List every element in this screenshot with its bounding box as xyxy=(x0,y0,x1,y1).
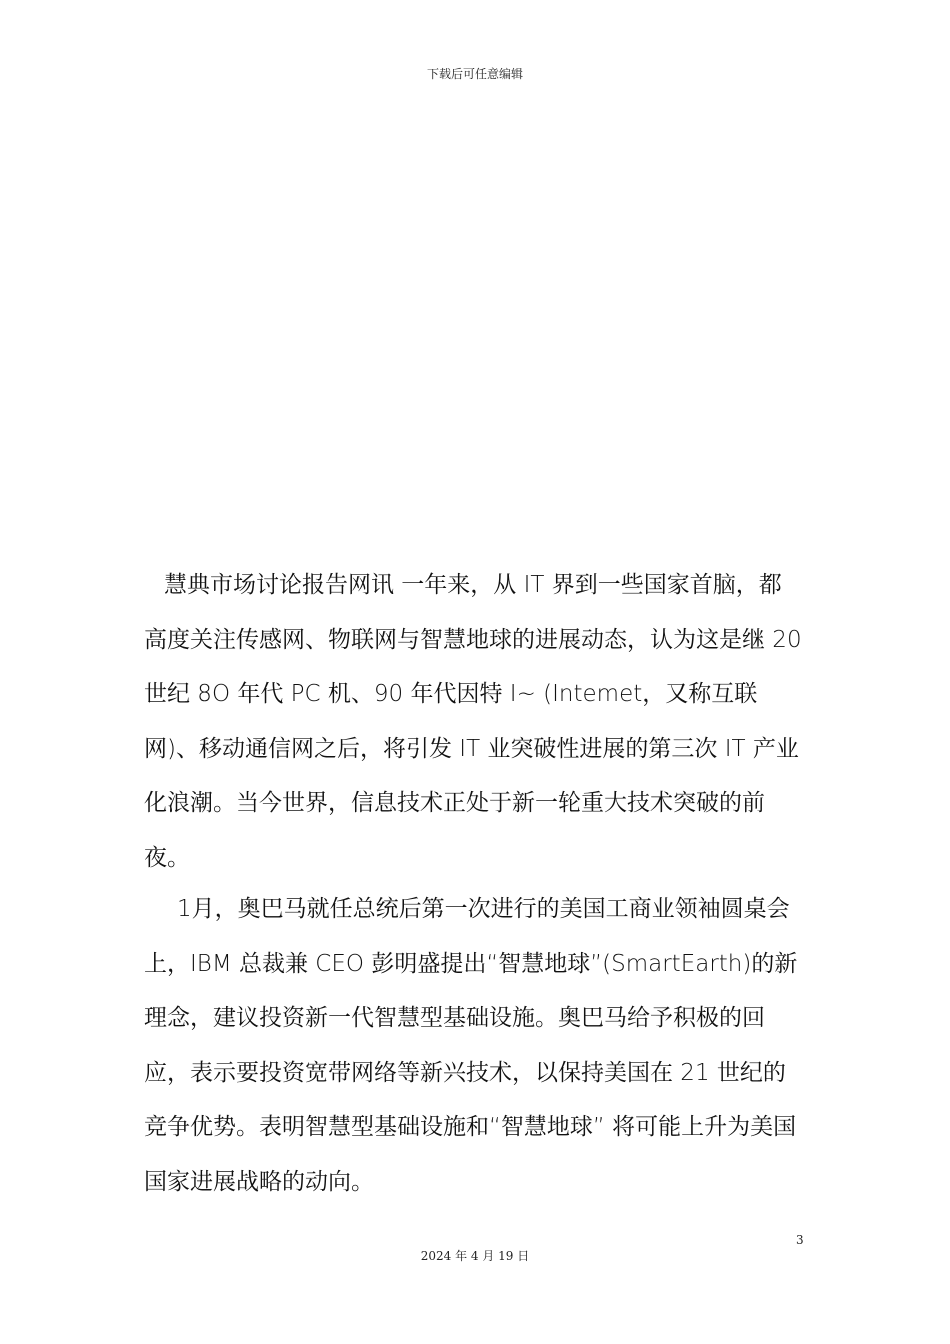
paragraph-text: 1月，奥巴马就任总统后第一次进行的美国工商业领袖圆桌会上，IBM 总裁兼 CEO 彭明盛提出“智慧地球”(SmartEarth)的新理念，建议投资新一代智慧型基础设施。奥巴马给予积极的回应，表示要投资宽带网络等新兴技术，以保持美国在 21 世纪的竞争优势。表明智慧型基础设施和“智慧地球” 将可能上升为美国国家进展战略的动向。 xyxy=(144,896,798,1195)
page-number: 3 xyxy=(796,1233,804,1247)
paragraph-text: 慧典市场讨论报告网讯 一年来，从 IT 界到一些国家首脑，都高度关注传感网、物联网与智慧地球的进展动态，认为这是继 20 世纪 8O 年代 PC 机、90 年代因特 I~ (Intemet，又称互联网)、移动通信网之后，将引发 IT 业突破性进展的第三次 IT 产业化浪潮。当今世界，信息技术正处于新一轮重大技术突破的前夜。 xyxy=(144,572,802,871)
body-paragraph xyxy=(144,882,804,1209)
body-paragraph xyxy=(144,558,804,885)
header-note: 下载后可任意编辑 xyxy=(426,67,523,81)
footer-date: 2024 年 4 月 19 日 xyxy=(420,1249,530,1263)
